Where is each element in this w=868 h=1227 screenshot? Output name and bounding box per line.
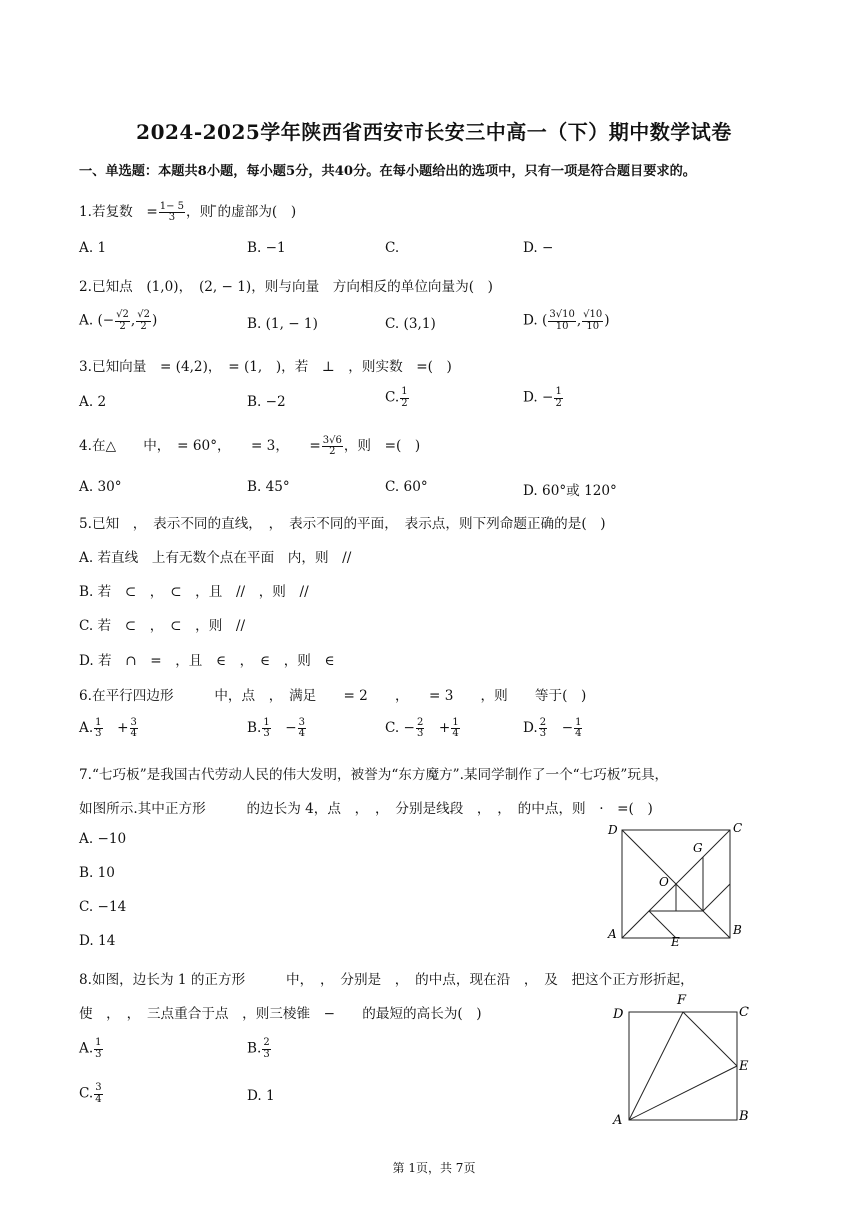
fraction: $\frac{1- 5}{3}$ [159,200,185,223]
q2-option-b: B. (1, − 1) [247,316,318,332]
q5-option-b: B. 若 ⊂ ， ⊂ ，且 // ，则 // [79,584,309,600]
label-c: C [739,1005,749,1020]
q1-option-d: D. − [523,240,554,256]
q3-option-c: C. $\frac{1}{2}$ [385,386,408,409]
q4-option-c: C. 60° [385,479,428,495]
q3-option-d: D. − $\frac{1}{2}$ [523,386,562,409]
q5-option-a: A. 若直线 上有无数个点在平面 内，则 // [79,550,352,566]
label-b: B [733,923,742,937]
q5-option-c: C. 若 ⊂ ， ⊂ ，则 // [79,618,246,634]
q8-option-b: B. $\frac{2}{3}$ [247,1037,270,1060]
page-title: 2024-2025学年陕西省西安市长安三中高一（下）期中数学试卷 [136,120,732,144]
label-g: G [693,841,703,855]
label-d: D [608,823,618,837]
question-6: 6.在平行四边形 中，点 ， 满足 = 2 ， = 3 ，则 等于( ) [79,688,587,704]
question-4: 4.在△ 中， = 60°， = 3， = $\frac{3√6}{2}$ ，则 =( ) [79,434,421,457]
q7-option-d: D. 14 [79,933,116,949]
question-5: 5.已知 ， 表示不同的直线， ， 表示不同的平面， 表示点，则下列命题正确的是( ) [79,516,606,532]
label-d: D [613,1007,624,1022]
q1-option-b: B. −1 [247,240,286,256]
question-2: 2.已知点 (1,0)， (2, − 1)，则与向量 方向相反的单位向量为( ) [79,279,493,295]
q4-option-a: A. 30° [79,479,122,495]
q8-option-a: A. $\frac{1}{3}$ [79,1037,102,1060]
section-heading: 一、单选题：本题共8小题，每小题5分，共40分。在每小题给出的选项中，只有一项是符合题目要求的。 [79,164,696,179]
question-3: 3.已知向量 = (4,2)， = (1, )，若 ⊥ ，则实数 =( ) [79,359,452,375]
q7-option-c: C. −14 [79,899,127,915]
q6-option-a: A. $\frac{1}{3}$ + $\frac{3}{4}$ [79,716,137,739]
label-a: A [608,927,617,941]
page-footer: 第 1页，共 7页 [392,1161,476,1175]
q4-option-b: B. 45° [247,479,290,495]
folding-square-figure [605,990,765,1130]
label-c: C [733,821,743,835]
q2-option-c: C. (3,1) [385,316,436,332]
q7-option-b: B. 10 [79,865,115,881]
label-a: A [613,1113,623,1128]
label-f: F [677,993,687,1008]
label-e: E [739,1059,749,1074]
q2-option-d: D. ( $\frac{3√10}{10}$ , $\frac{√10}{10}$ ) [523,309,610,332]
q5-option-d: D. 若 ∩ = ，且 ∈ ， ∈ ，则 ∈ [79,653,335,669]
label-o: O [659,875,669,889]
q3-option-a: A. 2 [79,394,107,410]
q1-option-c: C. [385,240,400,256]
q6-option-b: B. $\frac{1}{3}$ − $\frac{3}{4}$ [247,716,306,739]
q4-option-d: D. 60°或 120° [523,483,617,499]
q8-option-d: D. 1 [247,1088,275,1104]
question-8-line-1: 8.如图，边长为 1 的正方形 中， ， 分别是 ， 的中点，现在沿 ， 及 把这个正方形折起， [79,972,694,988]
q3-option-b: B. −2 [247,394,286,410]
question-7-line-2: 如图所示.其中正方形 的边长为 4，点 ， ， 分别是线段 ， ， 的中点，则 · =( ) [79,801,653,817]
q2-option-a: A. (− $\frac{√2}{2}$ , $\frac{√2}{2}$ ) [79,309,158,332]
question-7-line-1: 7.“七巧板”是我国古代劳动人民的伟大发明，被誉为“东方魔方”.某同学制作了一个“七巧板”玩具， [79,767,669,783]
label-b: B [739,1109,749,1124]
label-e: E [671,935,680,948]
q7-option-a: A. −10 [79,831,127,847]
q6-option-c: C. − $\frac{2}{3}$ + $\frac{1}{4}$ [385,716,459,739]
q1-option-a: A. 1 [79,240,107,256]
question-1: 1.若复数 = $\frac{1- 5}{3}$ ，则 ̄的虚部为( ) [79,200,297,223]
tangram-figure [600,818,760,948]
q8-option-c: C. $\frac{3}{4}$ [79,1082,102,1105]
question-8-line-2: 使 ， ， 三点重合于点 ，则三棱锥 − 的最短的高长为( ) [79,1006,482,1022]
q6-option-d: D. $\frac{2}{3}$ − $\frac{1}{4}$ [523,716,582,739]
